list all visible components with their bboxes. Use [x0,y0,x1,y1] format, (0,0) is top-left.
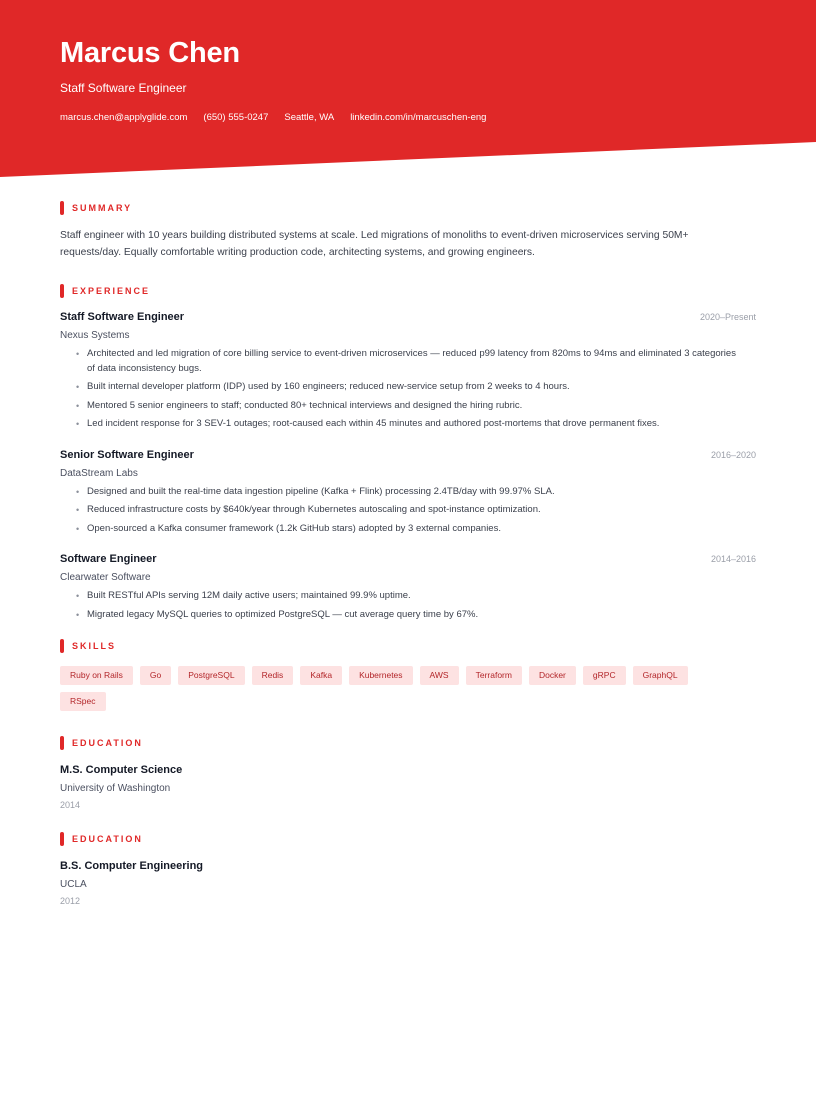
section-title: EDUCATION [72,738,143,748]
section-accent-bar [60,284,64,298]
skill-chip: Redis [252,666,294,685]
job-bullet: • Mentored 5 senior engineers to staff; conducted 80+ technical interviews and designed the hiring rubric. [76,399,744,414]
education-section [60,735,756,811]
skills-section [60,638,756,718]
job-bullet: • Migrated legacy MySQL queries to optimized PostgreSQL — cut average query time by 67%. [76,608,744,623]
job-entry [60,310,756,432]
experience-section [60,283,756,622]
job-bullet: • Built RESTful APIs serving 12M daily active users; maintained 99.9% uptime. [76,589,744,604]
job-bullets [60,485,756,537]
section-title: SKILLS [72,641,117,651]
section-header [60,638,756,654]
section-header [60,283,756,299]
job-role: Senior Software Engineer [60,448,194,461]
job-dates: 2020–Present [699,312,756,322]
graduation-year: 2012 [60,896,81,906]
resume-body [60,200,756,907]
job-entry [60,552,756,622]
job-bullets [60,347,756,432]
school-name: University of Washington [60,783,171,794]
section-header [60,831,756,847]
contact-location: Seattle, WA [284,112,335,123]
resume-header [60,34,760,124]
job-bullet: • Designed and built the real-time data ingestion pipeline (Kafka + Flink) processing 2.4TB/day with 99.97% SLA. [76,485,744,500]
skill-chip: gRPC [583,666,626,685]
skill-chip: AWS [420,666,459,685]
job-bullet: • Reduced infrastructure costs by $640k/year through Kubernetes autoscaling and spot-instance optimization. [76,503,744,518]
job-bullets [60,589,756,622]
job-bullet: • Led incident response for 3 SEV-1 outages; root-caused each within 45 minutes and authored post-mortems that drove permanent fixes. [76,417,744,432]
section-accent-bar [60,639,64,653]
skill-chip: Kubernetes [349,666,412,685]
section-title: EXPERIENCE [72,286,151,296]
skill-chip: Docker [529,666,576,685]
section-accent-bar [60,736,64,750]
section-accent-bar [60,201,64,215]
job-entry [60,448,756,537]
job-bullet: • Built internal developer platform (IDP) used by 160 engineers; reduced new-service setup from 2 weeks to 4 hours. [76,380,744,395]
job-dates: 2016–2020 [710,449,756,460]
skill-chips [60,666,740,718]
summary-text: Staff engineer with 10 years building distributed systems at scale. Led migrations of monoliths to event-driven microservices serving 50M+ requests/day. Equally comfortable writing production code, architecting systems, and growing engineers. [60,230,689,258]
skill-chip: Terraform [466,666,522,685]
skill-chip: PostgreSQL [178,666,244,685]
degree-title: B.S. Computer Engineering [60,860,204,872]
skill-chip: Kafka [300,666,342,685]
contact-email[interactable]: marcus.chen@applyglide.com [60,112,188,123]
job-company: Clearwater Software [60,572,151,583]
contact-row [60,112,760,124]
section-title: SUMMARY [72,203,133,213]
section-title: EDUCATION [72,834,143,844]
skill-chip: RSpec [60,692,106,711]
skill-chip: Go [140,666,171,685]
section-accent-bar [60,832,64,846]
candidate-title: Staff Software Engineer [60,81,187,95]
section-header [60,735,756,751]
skill-chip: GraphQL [633,666,688,685]
job-dates: 2014–2016 [710,554,756,564]
summary-section [60,200,756,261]
job-bullet: • Architected and led migration of core billing service to event-driven microservices — reduced p99 latency from 820ms to 94ms and eliminated 3 categories of data inconsistency bugs. [76,347,744,376]
degree-title: M.S. Computer Science [60,764,183,776]
section-header [60,200,756,216]
contact-phone: (650) 555-0247 [203,112,269,123]
candidate-name: Marcus Chen [60,37,240,69]
job-role: Software Engineer [60,553,157,565]
skill-chip: Ruby on Rails [60,666,133,685]
job-role: Staff Software Engineer [60,311,185,323]
job-company: Nexus Systems [60,330,130,341]
graduation-year: 2014 [60,800,81,810]
job-bullet: • Open-sourced a Kafka consumer framework (1.2k GitHub stars) adopted by 3 external companies. [76,522,744,537]
school-name: UCLA [60,879,87,890]
education-section [60,831,756,907]
job-company: DataStream Labs [60,467,138,479]
contact-linkedin[interactable]: linkedin.com/in/marcuschen-eng [350,112,487,123]
